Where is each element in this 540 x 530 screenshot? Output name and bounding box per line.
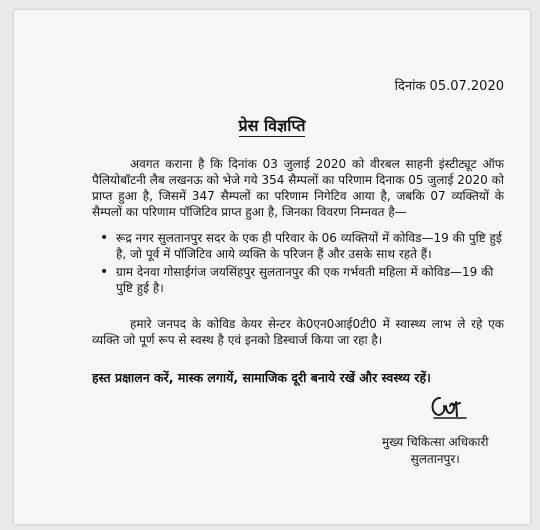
signatory-block xyxy=(382,434,489,468)
handwritten-signature xyxy=(426,392,474,422)
intro-paragraph: अवगत कराना है कि दिनांक 03 जुलाई 2020 को वीरबल साहनी इंस्टीट्यूट ऑफ पैलियोबॉटनी लैब लखनऊ को भेजे गये 354 सैम्पलों का परिणाम दिनाक 05 जुलाई 2020 को प्राप्त हुआ है, जिसमें 347 सैम्पलों का परिणाम निगेटिव आया है, जबकि 07 व्यक्तियों के सैम्पलों का परिणाम पॉजिटिव प्राप्त हुआ है, जिनका विवरण निम्नवत है— xyxy=(92,157,504,219)
officer-place: सुलतानपुर। xyxy=(410,452,460,466)
page-title-text: प्रेस विज्ञप्ति xyxy=(238,116,306,135)
press-release-page xyxy=(14,10,530,524)
page-title xyxy=(14,114,530,136)
list-item: • रूद्र नगर सुलतानपुर सदर के एक ही परिवार के 06 व्यक्तियों में कोविड—19 की पुष्टि हुई है, जो पूर्व में पॉजिटिव आये व्यक्ति के परिजन हैं और उसके साथ रहते हैं। xyxy=(100,230,504,262)
officer-title: मुख्य चिकित्सा अधिकारी xyxy=(382,435,489,449)
case-details-list xyxy=(100,230,504,298)
release-date: दिनांक 05.07.2020 xyxy=(394,79,504,94)
health-slogan: हस्त प्रक्षालन करें, मास्क लगायें, सामाजिक दूरी बनाये रखें और स्वस्थ्य रहें। xyxy=(92,370,431,385)
discharge-paragraph: हमारे जनपद के कोविड केयर सेन्टर के0एन0आई0टी0 में स्वास्थ्य लाभ ले रहे एक व्यक्ति जो पूर्ण रूप से स्वस्थ है एवं इनको डिस्चार्ज किया जा रहा है। xyxy=(92,317,504,347)
list-item: • ग्राम देनवा गोसाईगंज जयसिंहपुर सुलतानपुर की एक गर्भवती महिला में कोविड—19 की पुष्टि हुई है। xyxy=(100,264,504,296)
